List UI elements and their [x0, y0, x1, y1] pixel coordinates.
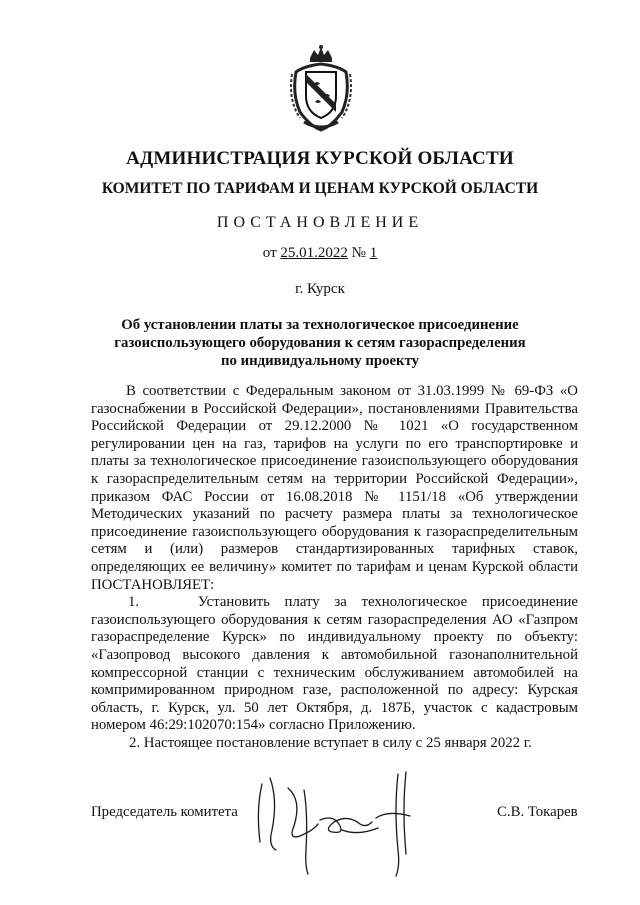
preamble-paragraph: В соответствии с Федеральным законом от 31.03.1999 № 69-ФЗ «О газоснабжении в Российской Федерации», постановлениями Правительства Российской Федерации от 29.12.2000 № 1021 «О государственном регулировании цен на газ, тарифов на услуги по его транспортировке и платы за технологическое присоединение газоиспользующего оборудования к газораспределительным сетям на территории Российской Федерации», приказом ФАС России от 16.08.2018 № 1151/18 «Об утверждении Методических указаний по расчету размера платы за технологическое присоединение газоиспользующего оборудования к газораспределительным сетям и (или) размеров стандартизированных тарифных ставок, определяющих ее величину» комитет по тарифам и ценам Курской области ПОСТАНОВЛЯЕТ:	[91, 383, 578, 593]
document-type: ПОСТАНОВЛЕНИЕ	[216, 214, 424, 231]
item-1-paragraph: 1. Установить плату за технологическое присоединение газоиспользующего оборудования к сетям газораспределения АО «Газпром газораспределение Курск» по индивидуальному проекту по объекту: «Газопровод высокого давления к автомобильной газонаполнительной компрессорной станции с техническим обслуживанием автомобилей на компримированном природном газе, расположенной по адресу: Курская область, г. Курск, ул. 50 лет Октября, д. 187Б, участок с кадастровым номером 46:29:102070:154» согласно Приложению.	[91, 594, 578, 734]
document-date-line	[0, 245, 640, 262]
signatory-name: С.В. Токарев	[497, 804, 578, 820]
document-number: 1	[369, 245, 378, 261]
signatory-position: Председатель комитета	[91, 804, 238, 820]
document-body	[91, 383, 578, 752]
subject-line: по индивидуальному проекту	[220, 353, 420, 369]
administration-title: АДМИНИСТРАЦИЯ КУРСКОЙ ОБЛАСТИ	[126, 148, 514, 169]
committee-title: КОМИТЕТ ПО ТАРИФАМ И ЦЕНАМ КУРСКОЙ ОБЛАСТИ	[101, 180, 539, 197]
document-date: 25.01.2022	[280, 245, 348, 261]
document-subject	[60, 316, 580, 370]
coat-of-arms-icon	[286, 44, 356, 132]
document-city: г. Курск	[295, 281, 345, 297]
date-prefix: от	[262, 245, 277, 261]
item-2-paragraph: 2. Настоящее постановление вступает в силу с 25 января 2022 г.	[129, 734, 532, 751]
handwritten-signature	[248, 770, 428, 880]
subject-line: газоиспользующего оборудования к сетям газораспределения	[114, 335, 526, 351]
subject-line: Об установлении платы за технологическое присоединение	[121, 317, 519, 333]
number-prefix: №	[351, 245, 366, 261]
